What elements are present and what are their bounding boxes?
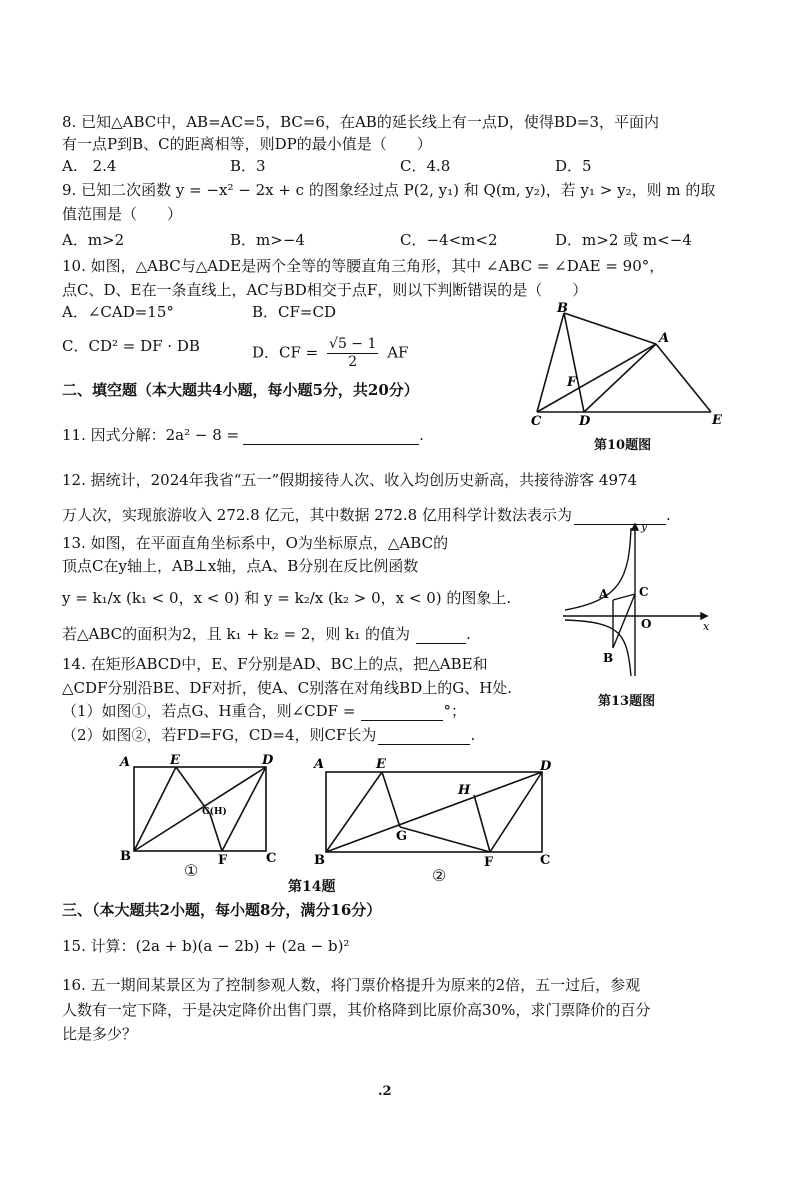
fig14b-label-h: H xyxy=(458,783,471,798)
figure-13-caption: 第13题图 xyxy=(598,694,656,709)
q9-option-d: D．m>2 或 m<−4 xyxy=(555,231,692,249)
fig13-y-arrow xyxy=(632,524,638,530)
fig14b-label-f: F xyxy=(484,855,494,870)
q9-option-c: C．−4<m<2 xyxy=(400,231,498,249)
q9-line2: 值范围是（ ） xyxy=(62,205,183,223)
q10-option-c: C．CD² = DF · DB xyxy=(62,337,200,355)
q14-sub1-answer-blank[interactable] xyxy=(361,704,443,721)
fig10-label-a: A xyxy=(659,331,670,346)
q14-sub1 xyxy=(62,701,466,721)
q12-line2-text: 万人次，实现旅游收入 272.8 亿元，其中数据 272.8 亿用科学计数法表示为 xyxy=(62,506,572,524)
fig10-line-ae xyxy=(656,344,711,412)
q14-line1: 14. 在矩形ABCD中，E、F分别是AD、BC上的点，把△ABE和 xyxy=(62,655,488,673)
fig14a-diagonal-bd xyxy=(134,767,266,851)
page-number: .2 xyxy=(378,1084,392,1099)
q10-line1: 10. 如图，△ABC与△ADE是两个全等的等腰直角三角形，其中 ∠ABC = ∠DAE = 90°， xyxy=(62,257,665,275)
q8-option-c: C．4.8 xyxy=(400,157,451,175)
q13-line2: 顶点C在y轴上，AB⊥x轴，点A、B分别在反比例函数 xyxy=(62,557,419,575)
fig13-x-arrow xyxy=(701,613,707,619)
q8-option-d: D．5 xyxy=(555,157,592,175)
q9-line1: 9. 已知二次函数 y = −x² − 2x + c 的图象经过点 P(2, y₁) 和 Q(m, y₂)，若 y₁ > y₂，则 m 的取 xyxy=(62,181,716,199)
fig13-label-y: y xyxy=(641,520,648,533)
figure-14-caption: 第14题 xyxy=(288,879,336,895)
figure-13 xyxy=(555,518,715,678)
q15: 15. 计算：(2a + b)(a − 2b) + (2a − b)² xyxy=(62,937,350,955)
fig14a-label-c: C xyxy=(266,851,277,866)
q13-line3: y = k₁/x (k₁ < 0，x < 0) 和 y = k₂/x (k₂ > 0，x < 0) 的图象上. xyxy=(62,589,512,607)
fig14b-line-be xyxy=(326,772,382,852)
fig10-label-c: C xyxy=(531,414,542,429)
fig14a-label-b: B xyxy=(120,849,131,864)
q10-option-a: A．∠CAD=15° xyxy=(62,303,174,321)
q13-line1: 13. 如图，在平面直角坐标系中，O为坐标原点，△ABC的 xyxy=(62,534,449,552)
section-2-heading: 二、填空题（本大题共4小题，每小题5分，共20分） xyxy=(62,381,419,399)
q11-answer-blank[interactable] xyxy=(243,428,419,445)
q8-option-a: A. 2.4 xyxy=(62,157,117,175)
q8-line1: 8. 已知△ABC中，AB=AC=5，BC=6，在AB的延长线上有一点D，使得BD=3，平面内 xyxy=(62,113,660,131)
q13-line4-text: 若△ABC的面积为2，且 k₁ + k₂ = 2，则 k₁ 的值为 xyxy=(62,625,411,643)
figure-14-2 xyxy=(312,752,562,872)
fig14b-label-e: E xyxy=(376,757,386,772)
q8-option-b: B．3 xyxy=(230,157,266,175)
q10-option-d-denominator: 2 xyxy=(348,354,358,370)
figure-14-1 xyxy=(112,752,287,872)
fig14b-line-df xyxy=(490,772,542,852)
fig13-label-a: A xyxy=(599,587,609,601)
figure-14-1-label: ① xyxy=(184,861,199,880)
fig14b-line-gf xyxy=(400,827,490,852)
fig10-label-d: D xyxy=(579,414,591,429)
fig13-label-x: x xyxy=(703,620,710,633)
q10-option-d-numerator: √5 − 1 xyxy=(329,336,377,352)
fig14b-line-eg xyxy=(382,772,400,827)
figure-10 xyxy=(525,300,725,430)
q14-sub2-text: （2）如图②，若FD=FG，CD=4，则CF长为 xyxy=(62,726,377,744)
fig10-line-bd xyxy=(564,313,584,412)
q8-line2: 有一点P到B、C的距离相等，则DP的最小值是（ ） xyxy=(62,135,432,153)
q16-line2: 人数有一定下降，于是决定降价出售门票，其价格降到比原价高30%，求门票降价的百分 xyxy=(62,1001,651,1019)
q13-end: . xyxy=(466,625,471,643)
q16-line3: 比是多少？ xyxy=(62,1025,138,1043)
fig14b-diagonal-bd xyxy=(326,772,542,852)
q9-option-a: A．m>2 xyxy=(62,231,125,249)
q16-line1: 16. 五一期间某景区为了控制参观人数，将门票价格提升为原来的2倍，五一过后，参观 xyxy=(62,976,641,994)
fig13-segment-ac xyxy=(613,594,635,600)
fig13-segment-bc xyxy=(613,594,635,648)
fig14b-line-fh xyxy=(474,795,490,852)
q10-line2: 点C、D、E在一条直线上，AC与BD相交于点F，则以下判断错误的是（ ） xyxy=(62,281,588,299)
fig14b-label-a: A xyxy=(314,757,325,772)
fig10-label-f: F xyxy=(567,375,577,390)
q11 xyxy=(62,425,424,445)
fig14b-label-b: B xyxy=(314,853,325,868)
q11-end: . xyxy=(419,426,424,444)
q13-answer-blank[interactable] xyxy=(416,627,466,644)
fig14a-label-f: F xyxy=(218,853,228,868)
fig10-line-da xyxy=(584,344,656,412)
fig13-label-b: B xyxy=(603,651,614,665)
fig10-line-ca xyxy=(537,344,656,412)
q12-line1: 12. 据统计，2024年我省“五一”假期接待人次、收入均创历史新高，共接待游客 4974 xyxy=(62,471,638,489)
q10-option-d-prefix: D．CF = xyxy=(252,343,319,362)
q10-option-d-suffix: AF xyxy=(387,343,409,362)
q11-text: 11. 因式分解：2a² − 8 = xyxy=(62,426,240,444)
fig14a-label-a: A xyxy=(120,755,131,770)
q12-end: . xyxy=(665,506,671,524)
fig10-label-e: E xyxy=(712,413,722,428)
fig13-label-o: O xyxy=(641,617,652,631)
fig14a-label-e: E xyxy=(170,753,180,768)
q10-option-d xyxy=(252,336,408,371)
q10-option-b: B．CF=CD xyxy=(252,303,336,321)
figure-10-caption: 第10题图 xyxy=(594,438,652,453)
fig10-label-b: B xyxy=(557,301,568,316)
fig14a-label-gh: G(H) xyxy=(202,807,227,817)
fig10-line-cb xyxy=(537,313,564,412)
fig14a-line-df xyxy=(222,767,266,851)
q14-line2: △CDF分别沿BE、DF对折，使A、C别落在对角线BD上的G、H处. xyxy=(62,679,513,697)
q14-sub2-answer-blank[interactable] xyxy=(378,728,470,745)
section-3-heading: 三、（本大题共2小题，每小题8分，满分16分） xyxy=(62,901,382,919)
fig14b-label-c: C xyxy=(540,853,551,868)
fig14a-label-d: D xyxy=(262,753,274,768)
fig10-line-ba xyxy=(564,313,656,344)
q14-sub1-text: （1）如图①，若点G、H重合，则∠CDF = xyxy=(62,702,356,720)
q14-sub2 xyxy=(62,725,475,745)
fig14b-label-g: G xyxy=(396,829,408,844)
q14-sub1-end: °； xyxy=(443,702,466,720)
q9-option-b: B．m>−4 xyxy=(230,231,305,249)
q10-option-d-fraction xyxy=(327,336,378,371)
fig14a-line-gf xyxy=(210,814,222,851)
q13-line4 xyxy=(62,624,471,644)
fig14b-label-d: D xyxy=(540,759,552,774)
q14-sub2-end: . xyxy=(470,726,476,744)
fig13-label-c: C xyxy=(639,585,649,599)
figure-14-2-label: ② xyxy=(432,866,447,885)
